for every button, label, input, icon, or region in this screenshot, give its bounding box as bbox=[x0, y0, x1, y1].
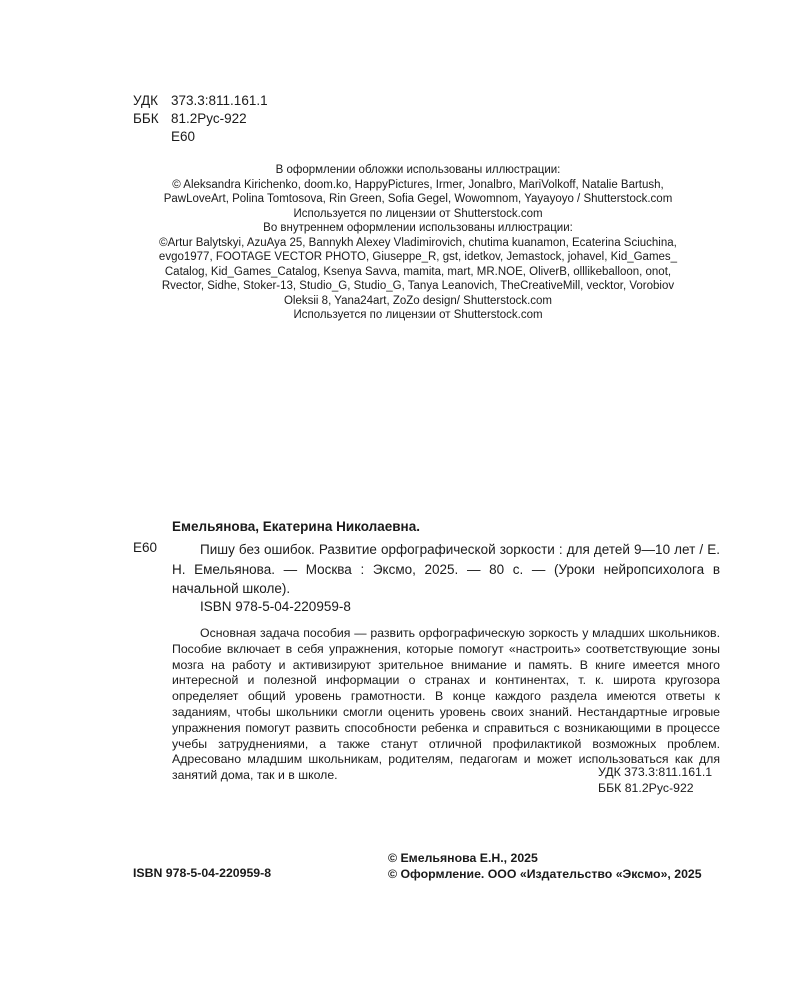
author-mark: Е60 bbox=[171, 129, 196, 144]
classification-codes bbox=[133, 92, 268, 146]
record-code: Е60 bbox=[133, 540, 158, 555]
credits-line: Oleksii 8, Yana24art, ZoZo design/ Shutterstock.com bbox=[283, 294, 553, 307]
credits-line: Во внутреннем оформлении использованы иллюстрации: bbox=[263, 222, 573, 234]
bbk-row bbox=[133, 110, 268, 128]
credits-line: В оформлении обложки использованы иллюстрации: bbox=[275, 164, 561, 176]
credits-line: Используется по лицензии от Shutterstock.com bbox=[293, 309, 543, 321]
credits-line: Используется по лицензии от Shutterstock.com bbox=[293, 207, 543, 220]
credits-line: PawLoveArt, Polina Tomtosova, Rin Green, Sofia Gegel, Wowomnom, Yayayoyo / Shutterstock.com bbox=[163, 193, 673, 205]
udk-line: УДК 373.3:811.161.1 bbox=[598, 765, 713, 779]
bibliographic-description: Пишу без ошибок. Развитие орфографической зоркости : для детей 9—10 лет / Е. Н. Емельянова. — Москва : Эксмо, 2025. — 80 с. — (Уроки нейропсихолога в начальной школе). bbox=[172, 542, 720, 596]
credits-line: Rvector, Sidhe, Stoker-13, Studio_G, Studio_G, Tanya Leanovich, TheCreativeMill, vecktor, Vorobiov bbox=[161, 280, 675, 292]
bbk-value: 81.2Рус-922 bbox=[171, 111, 247, 126]
copyright-author: © Емельянова Е.Н., 2025 bbox=[388, 851, 538, 865]
copyright-block bbox=[388, 850, 702, 882]
bbk-line: ББК 81.2Рус-922 bbox=[598, 780, 694, 795]
credits-line: © Aleksandra Kirichenko, doom.ko, HappyPictures, Irmer, Jonalbro, MariVolkoff, Natalie Bartush, bbox=[172, 178, 664, 191]
annotation: Основная задача пособия — развить орфографическую зоркость у младших школьников. Пособие включает в себя упражнения, которые помогут «настроить» соответствующие зоны мозга на работу и активизируют зрительное внимание и память. В книге имеется много интересной и полезной информации о странах и континентах, т. к. широта кругозора определяет общий уровень грамотности. В конце каждого раздела имеются ответы к заданиям, чтобы школьники смогли оценить уровень своих знаний. Нестандартные игровые упражнения помогут развить способности ребенка и справиться с возникающими в процессе учебы затруднениями, а также станут отличной профилактикой возможных проблем. Адресовано младшим школьникам, родителям, педагогам и может использоваться как для занятий дома, так и в школе. bbox=[172, 626, 720, 783]
record-author: Емельянова, Екатерина Николаевна. bbox=[172, 519, 420, 534]
author-mark-row bbox=[133, 128, 268, 146]
record-isbn: ISBN 978-5-04-220959-8 bbox=[200, 599, 351, 614]
udk-row bbox=[133, 92, 268, 110]
bbk-label: ББК bbox=[133, 111, 159, 126]
credits-line: Catalog, Kid_Games_Catalog, Ksenya Savva, mamita, mart, MR.NOE, OliverB, olllikeballoon, onot, bbox=[164, 265, 672, 278]
credits-line: evgo1977, FOOTAGE VECTOR PHOTO, Giuseppe_R, gst, idetkov, Jemastock, johavel, Kid_Games_ bbox=[158, 251, 678, 263]
record-codes bbox=[598, 765, 712, 797]
illustration-credits bbox=[150, 163, 686, 323]
copyright-design: © Оформление. ООО «Издательство «Эксмо», 2025 bbox=[388, 867, 702, 881]
footer-isbn: ISBN 978-5-04-220959-8 bbox=[133, 866, 272, 880]
udk-value: 373.3:811.161.1 bbox=[171, 93, 268, 108]
credits-line: ©Artur Balytskyi, AzuAya 25, Bannykh Alexey Vladimirovich, chutima kuanamon, Ecaterina Sciuchina, bbox=[159, 236, 677, 249]
udk-label: УДК bbox=[133, 93, 158, 108]
